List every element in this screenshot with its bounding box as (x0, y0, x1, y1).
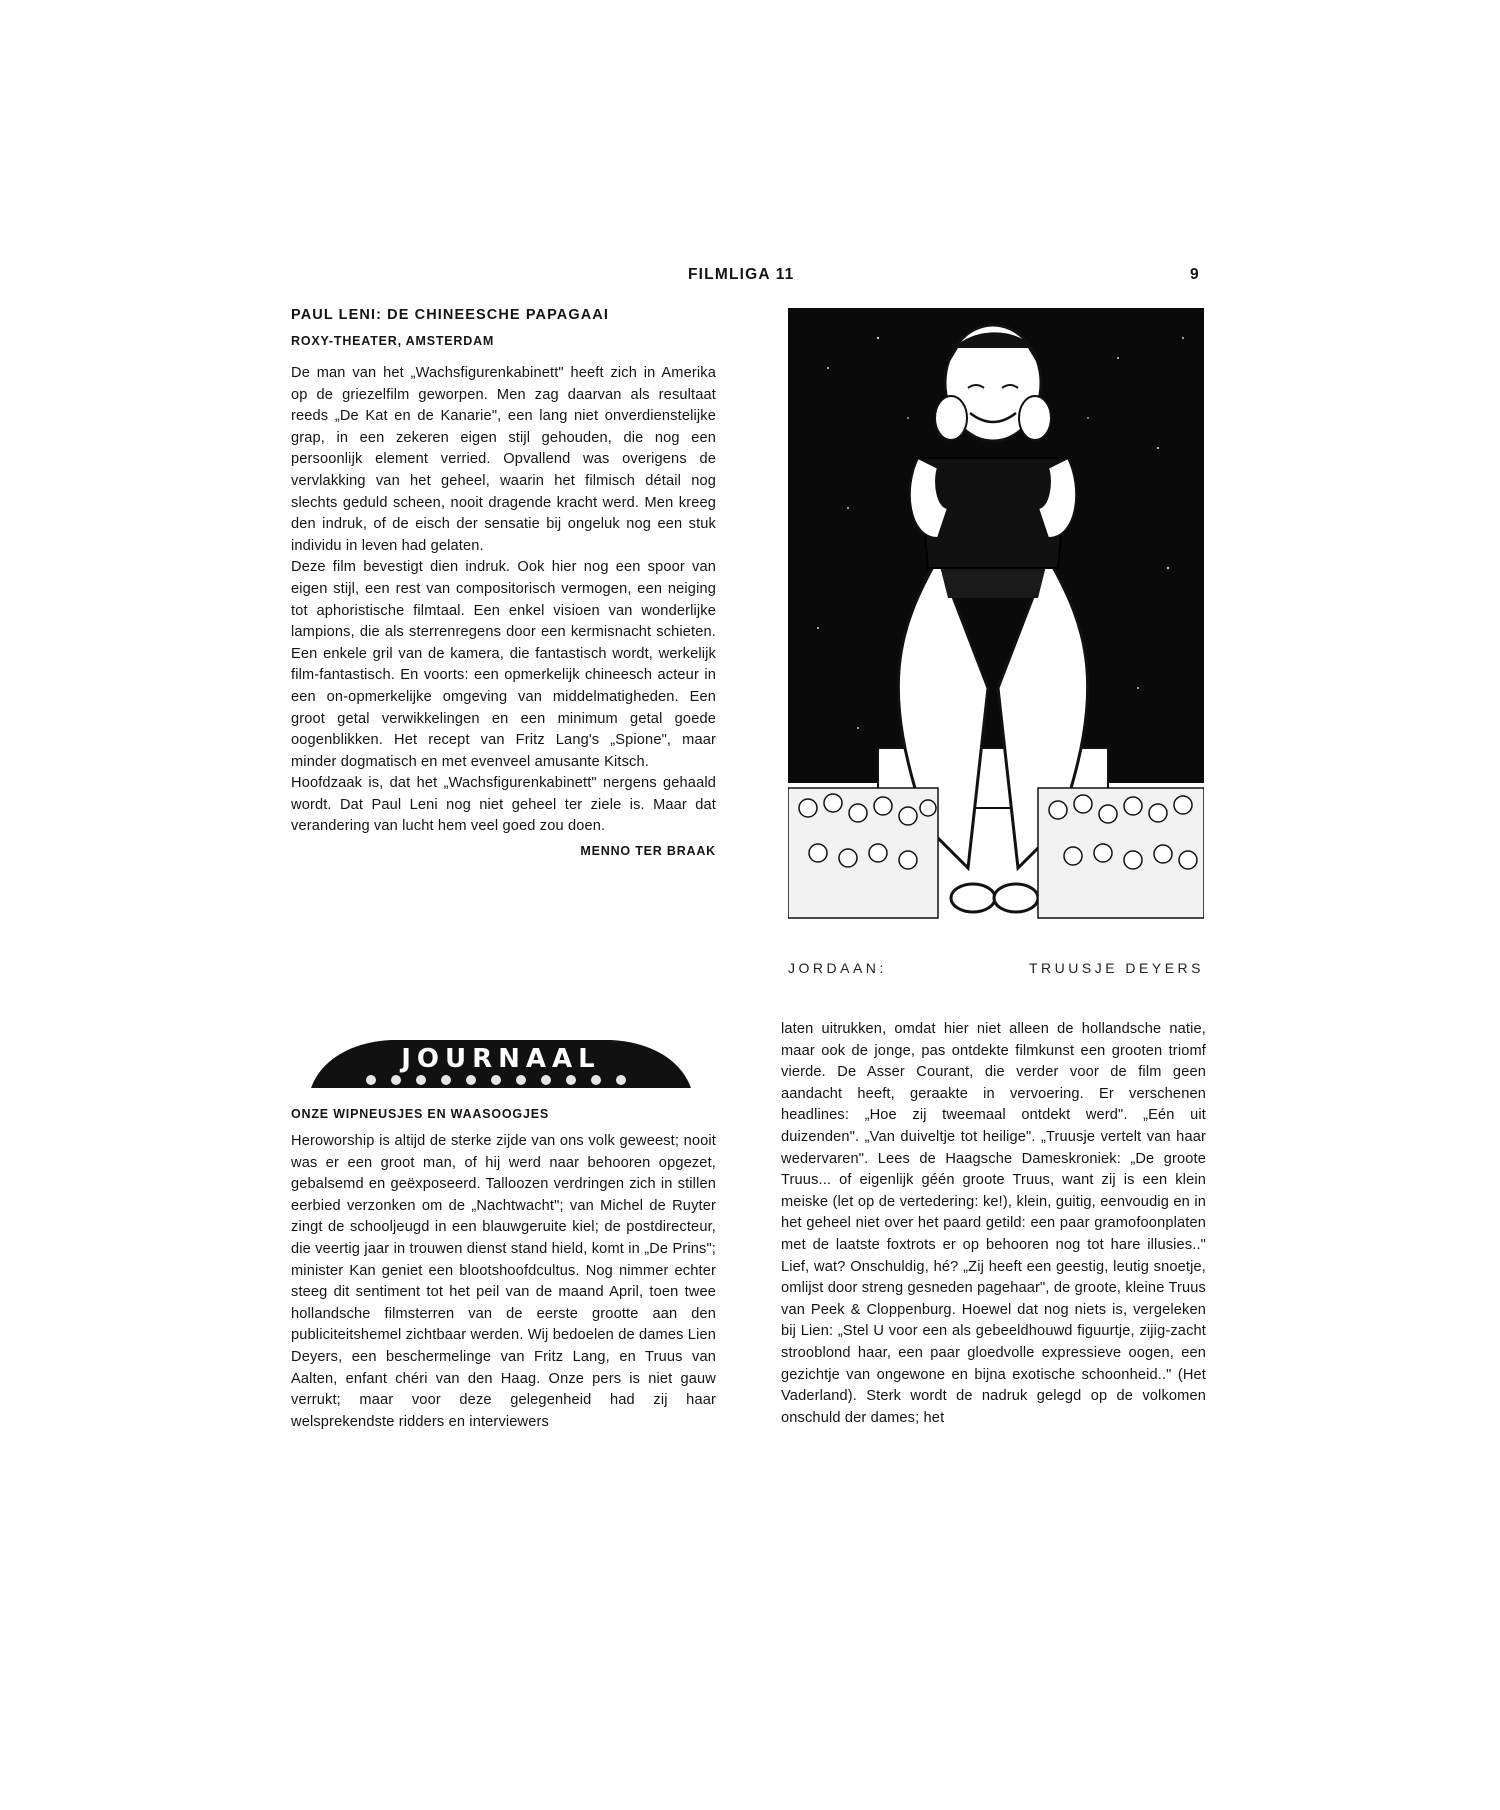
review-body (291, 363, 716, 838)
journal-title: FILMLIGA 11 (688, 266, 795, 283)
review-column (291, 306, 716, 858)
journaal-subtitle: ONZE WIPNEUSJES EN WAASOOGJES (291, 1107, 549, 1121)
caption-subject: TRUUSJE DEYERS (1028, 960, 1204, 976)
journaal-lettering: JOURNAAL (401, 1044, 601, 1074)
review-paragraph: De man van het „Wachsfigurenkabinett" heeft zich in Amerika op de griezelfilm geworpen. Men zag daarvan als resultaat reeds „De Kat en de Kanarie", een lang niet onverdienstelijke grap, in een zekeren eigen stijl gehouden, die nog een persoonlijk element verried. Opvallend was overigens de vervlakking van het geheel, waarin het filmisch détail nog slechts geduld scheen, nooit dragende kracht werd. Men kreeg den indruk, of de eisch der sensatie bij ongeluk nog een stuk individu in leven had gelaten. (291, 365, 716, 554)
truusje-deyers-caricature (788, 308, 1204, 938)
review-venue: ROXY-THEATER, AMSTERDAM (291, 334, 495, 348)
journaal-body-right: laten uitrukken, omdat hier niet alleen de hollandsche natie, maar ook de jonge, pas ontdekte filmkunst een grooten triomf vierde. De Asser Courant, die verder voor de film geen aandacht heeft, geraakte in vervoering. Er verschenen headlines: „Hoe zij tweemaal ontdekt werd". „Eén uit duizenden". „Van duiveltje tot heilige". „Truusje vertelt van haar wedervaren". Lees de Haagsche Dameskroniek: „De groote Truus... of eigenlijk géén groote Truus, want zij is een klein meiske (let op de vertedering: ke!), klein, guitig, eenvoudig en in het geheel niet over het paard getild: een paar gramofoonplaten met de laatste foxtrots er op behooren nog tot hare illusies.." Lief, wat? Onschuldig, hé? „Zij heeft een geestig, leutig snoetje, omlijst door streng gesneden pagehaar", de groote, kleine Truus van Peek & Cloppenburg. Hoewel dat nog niets is, vergeleken bij Lien: „Stel U voor een als gebeeldhouwd figuurtje, zijig-zacht strooblond haar, een paar gloedvolle expressieve oogen, een gezichtje van ongewone en bijna exotische schoonheid.." (Het Vaderland). Sterk wordt de nadruk gelegd op de volkomen onschuld der dames; het (781, 1021, 1206, 1426)
review-title: PAUL LENI: DE CHINEESCHE PAPAGAAI (291, 307, 610, 323)
review-paragraph: Hoofdzaak is, dat het „Wachsfigurenkabinett" nergens gehaald wordt. Dat Paul Leni nog niet geheel ter ziele is. Maar dat verandering van lucht hem veel goed zou doen. (291, 775, 716, 835)
review-paragraph: Deze film bevestigt dien indruk. Ook hier nog een spoor van eigen stijl, een rest van compositorisch vermogen, een neiging tot aphoristische filmtaal. Een enkel visioen van wonderlijke lampions, die als sterrenregens door een kermisnacht schieten. Een enkele gril van de kamera, die fantastisch wordt, werkelijk film-fantastisch. En voorts: een opmerkelijk chineesch acteur in een on-opmerkelijke omgeving van middelmatigheden. Een groot getal verwikkelingen en een minimum getal goede oogenblikken. Het recept van Fritz Lang's „Spione", maar minder dogmatisch en met evenveel amusante Kitsch. (291, 559, 716, 770)
page-number: 9 (1190, 266, 1199, 283)
illustration-caption (788, 960, 1204, 980)
journaal-right-column (781, 1019, 1206, 1429)
running-header (0, 266, 1500, 286)
caption-district: JORDAAN: (788, 960, 887, 976)
journaal-body-left: Heroworship is altijd de sterke zijde van ons volk geweest; nooit was er een groot man, of hij werd naar behooren opgezet, gebalsemd en geëxposeerd. Talloozen verdringen zich in stillen eerbied verzonken om de „Nachtwacht"; van Michel de Ruyter zingt de schooljeugd in een blauwgeruite kiel; de postdirecteur, die veertig jaar in trouwen dienst stand hield, komt in „De Prins"; minister Kan geniet een blootshoofdcultus. Nog nimmer echter steeg dit sentiment tot het peil van de maand April, toen twee hollandsche filmsterren van de eerste grootte aan den publiciteitshemel zichtbaar werden. Wij bedoelen de dames Lien Deyers, een beschermelinge van Fritz Lang, en Truus van Aalten, enfant chéri van den Haag. Onze pers is niet gauw verrukt; maar voor deze gelegenheid had zij haar welsprekendste ridders en interviewers (291, 1133, 716, 1430)
journaal-left-column (291, 1107, 716, 1433)
journaal-banner (311, 1030, 691, 1090)
review-author: MENNO TER BRAAK (580, 844, 716, 859)
